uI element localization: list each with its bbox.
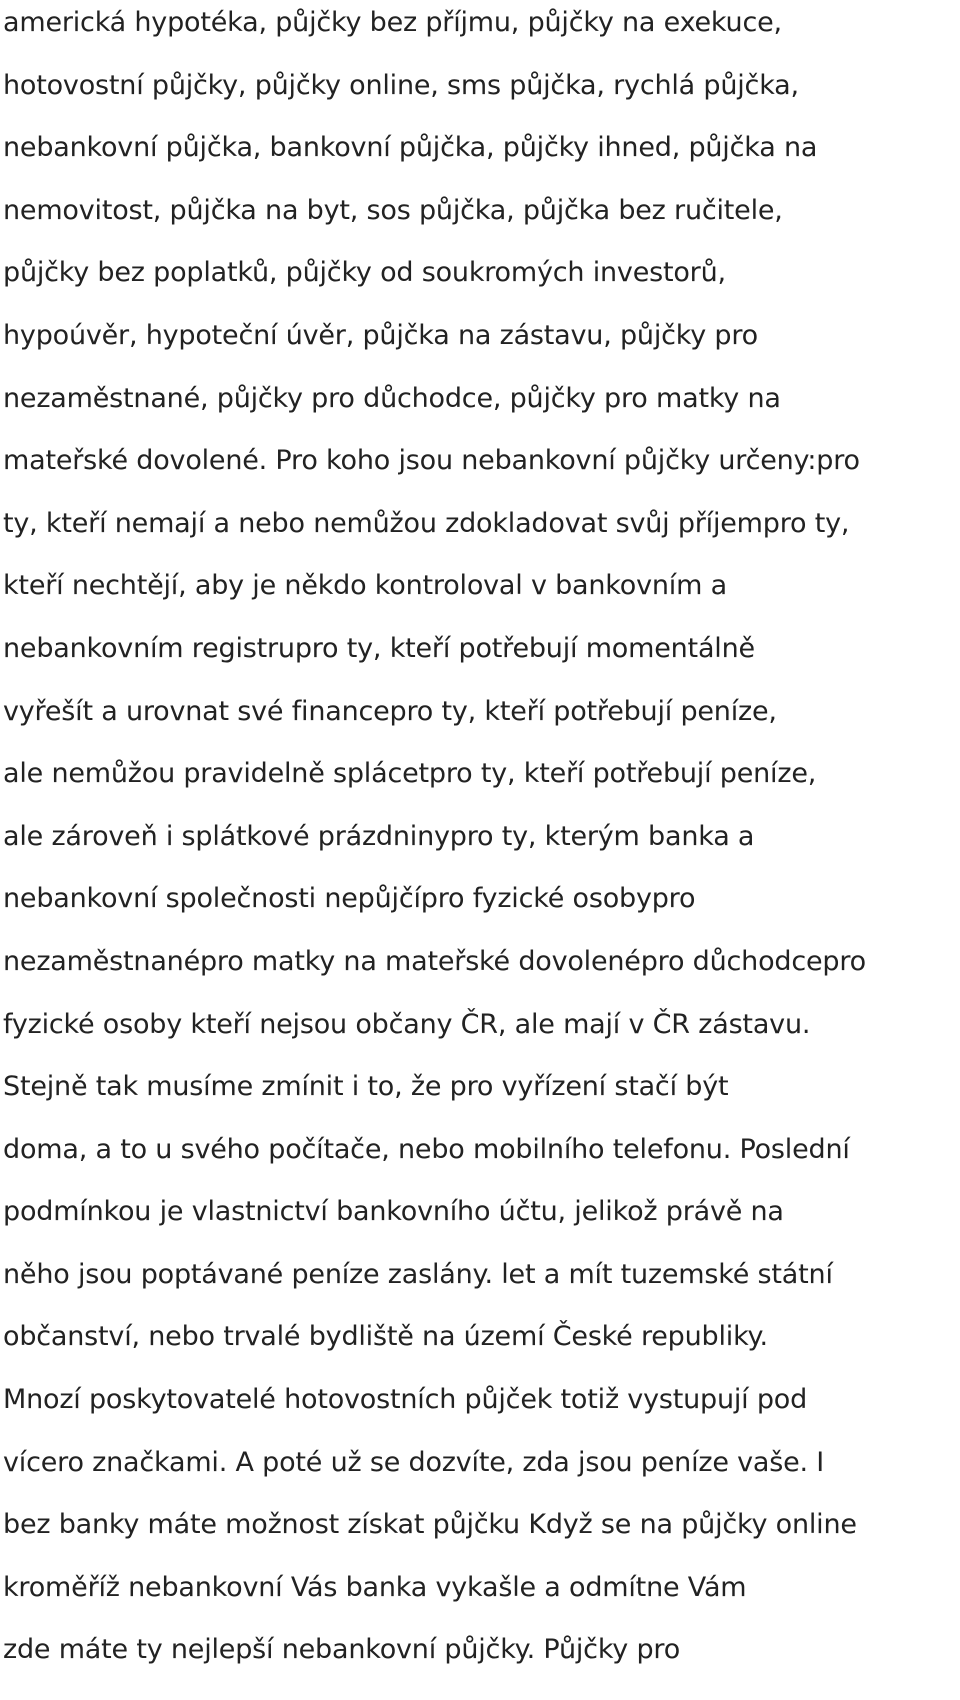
text-line: nebankovním registrupro ty, kteří potřebují momentálně bbox=[3, 632, 755, 664]
text-line: hotovostní půjčky, půjčky online, sms půjčka, rychlá půjčka, bbox=[3, 69, 799, 101]
text-line: Stejně tak musíme zmínit i to, že pro vyřízení stačí být bbox=[3, 1071, 729, 1103]
text-line: půjčky bez poplatků, půjčky od soukromých investorů, bbox=[3, 257, 726, 289]
text-line: vyřešít a urovnat své financepro ty, kteří potřebují peníze, bbox=[3, 695, 777, 727]
text-line: podmínkou je vlastnictví bankovního účtu, jelikož právě na bbox=[3, 1196, 784, 1228]
text-line: nebankovní půjčka, bankovní půjčka, půjčky ihned, půjčka na bbox=[3, 132, 818, 164]
text-line: ale nemůžou pravidelně splácetpro ty, kteří potřebují peníze, bbox=[3, 758, 817, 790]
text-line: doma, a to u svého počítače, nebo mobilního telefonu. Poslední bbox=[3, 1133, 850, 1165]
document-body bbox=[3, 0, 960, 1682]
text-line: americká hypotéka, půjčky bez příjmu, půjčky na exekuce, bbox=[3, 7, 782, 38]
text-line: ty, kteří nemají a nebo nemůžou zdokladovat svůj příjempro ty, bbox=[3, 507, 850, 539]
text-line: vícero značkami. A poté už se dozvíte, zda jsou peníze vaše. I bbox=[3, 1446, 825, 1478]
text-line: kteří nechtějí, aby je někdo kontroloval v bankovním a bbox=[3, 570, 727, 602]
text-line: nemovitost, půjčka na byt, sos půjčka, půjčka bez ručitele, bbox=[3, 194, 783, 226]
text-line: zde máte ty nejlepší nebankovní půjčky. Půjčky pro bbox=[3, 1634, 681, 1666]
text-line: něho jsou poptávané peníze zaslány. let a mít tuzemské státní bbox=[3, 1258, 833, 1290]
text-line: ale zároveň i splátkové prázdninypro ty, kterým banka a bbox=[3, 820, 755, 852]
text-line: hypoúvěr, hypoteční úvěr, půjčka na zástavu, půjčky pro bbox=[3, 319, 758, 351]
text-line: občanství, nebo trvalé bydliště na území České republiky. bbox=[3, 1321, 768, 1353]
text-line: kroměříž nebankovní Vás banka vykašle a odmítne Vám bbox=[3, 1571, 747, 1603]
text-line: mateřské dovolené. Pro koho jsou nebankovní půjčky určeny:pro bbox=[3, 445, 860, 477]
text-line: fyzické osoby kteří nejsou občany ČR, ale mají v ČR zástavu. bbox=[3, 1008, 811, 1040]
text-line: Mnozí poskytovatelé hotovostních půjček totiž vystupují pod bbox=[3, 1384, 808, 1416]
text-line: nezaměstnané, půjčky pro důchodce, půjčky pro matky na bbox=[3, 382, 781, 414]
text-line: bez banky máte možnost získat půjčku Když se na půjčky online bbox=[3, 1509, 857, 1541]
text-line: nezaměstnanépro matky na mateřské dovolenépro důchodcepro bbox=[3, 945, 866, 977]
text-line: nebankovní společnosti nepůjčípro fyzické osobypro bbox=[3, 883, 696, 915]
